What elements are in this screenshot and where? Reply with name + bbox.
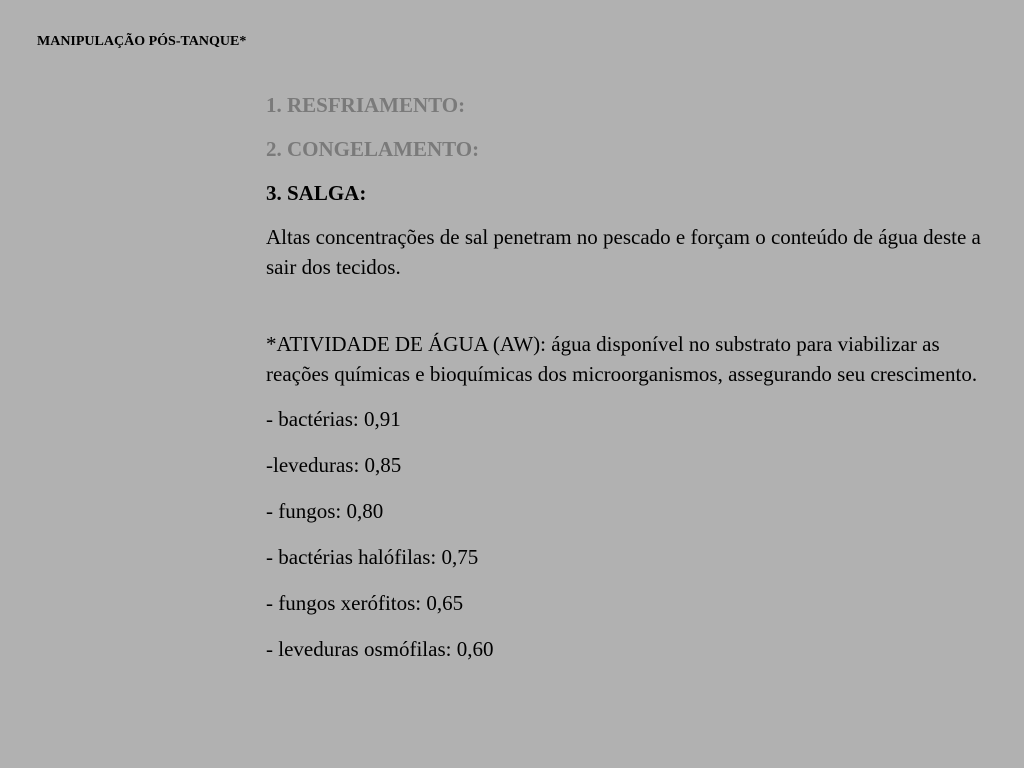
list-item: - bactérias halófilas: 0,75 — [266, 545, 479, 569]
heading-congelamento: 2. CONGELAMENTO: — [266, 137, 480, 161]
salga-description: Altas concentrações de sal penetram no pescado e forçam o conteúdo de água deste a sair dos tecidos. — [266, 225, 981, 279]
heading-salga: 3. SALGA: — [266, 181, 367, 205]
heading-resfriamento: 1. RESFRIAMENTO: — [266, 93, 466, 117]
list-item: - fungos: 0,80 — [266, 499, 384, 523]
slide-content — [266, 92, 986, 682]
water-activity-definition: *ATIVIDADE DE ÁGUA (AW): água disponível no substrato para viabilizar as reações químicas e bioquímicas dos microorganismos, assegurando seu crescimento. — [266, 332, 978, 386]
list-item: - fungos xerófitos: 0,65 — [266, 591, 464, 615]
slide-title: MANIPULAÇÃO PÓS-TANQUE* — [37, 34, 247, 49]
water-activity-list — [266, 406, 986, 662]
list-item: - bactérias: 0,91 — [266, 407, 401, 431]
list-item: -leveduras: 0,85 — [266, 453, 402, 477]
list-item: - leveduras osmófilas: 0,60 — [266, 637, 494, 661]
